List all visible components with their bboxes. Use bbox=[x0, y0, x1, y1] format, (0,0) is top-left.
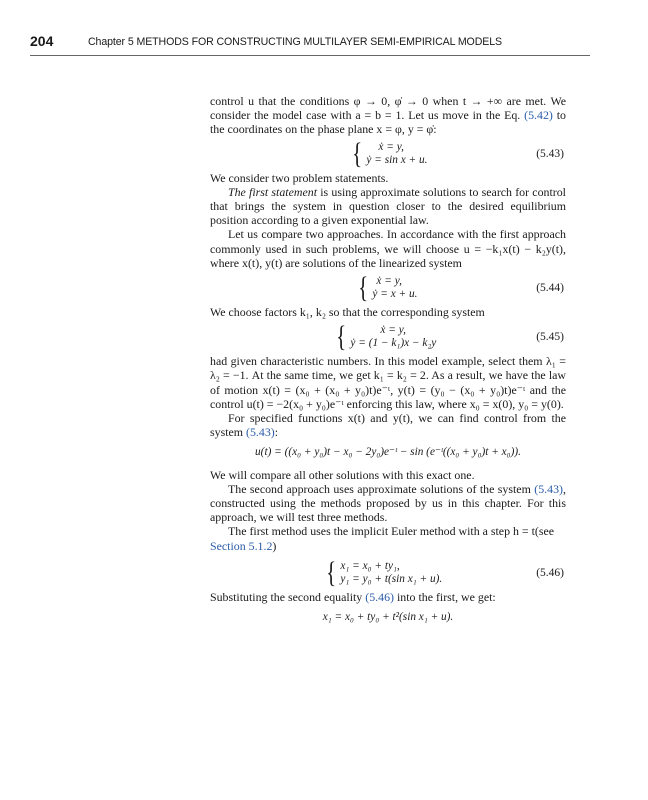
equation-reference-link[interactable]: (5.43) bbox=[246, 425, 275, 440]
equation-reference-link[interactable]: (5.42) bbox=[524, 108, 553, 123]
equation-reference-link[interactable]: (5.46) bbox=[365, 589, 394, 604]
equation-5-43 bbox=[210, 136, 566, 170]
equation-5-45 bbox=[210, 320, 566, 354]
paragraph-text: to the coordinates on the phase plane x = φ, y = φ̇: bbox=[210, 108, 566, 137]
section-reference-link[interactable]: Section 5.1.2 bbox=[210, 538, 273, 553]
equation-number: (5.46) bbox=[536, 566, 564, 579]
left-brace: { bbox=[326, 555, 337, 589]
paragraph-text: The second approach uses approximate solutions of the system bbox=[228, 481, 531, 496]
paragraph bbox=[210, 94, 566, 137]
paragraph-text: For specified functions x(t) and y(t), we can find control from the system bbox=[210, 411, 566, 440]
page-body bbox=[210, 94, 566, 627]
paragraph-text: : bbox=[274, 425, 279, 440]
equation-line: ẋ = y, bbox=[380, 324, 406, 337]
equation-line: y₁ = y₀ + t(sin x₁ + u). bbox=[340, 572, 443, 585]
equation-line: ẏ = (1 − k₁)x − k₂y bbox=[350, 337, 437, 350]
paragraph-text: ) bbox=[272, 538, 277, 553]
equation-reference-link[interactable]: (5.43) bbox=[534, 481, 564, 496]
left-brace: { bbox=[336, 320, 347, 354]
equation-substituted: x₁ = x₀ + ty₀ + t²(sin x₁ + u). bbox=[322, 611, 454, 624]
paragraph-text: , constructed using the methods proposed by us in this chapter. For this approach, we will test three methods. bbox=[210, 481, 566, 525]
paragraph bbox=[210, 590, 566, 604]
equation-number: (5.45) bbox=[536, 331, 564, 344]
paragraph-text: Substituting the second equality bbox=[210, 589, 363, 604]
left-brace: { bbox=[358, 271, 369, 305]
paragraph-text: into the first, we get: bbox=[396, 589, 496, 604]
running-title-chapter: Chapter 5 bbox=[88, 36, 134, 48]
paragraph: We will compare all other solutions with this exact one. bbox=[210, 467, 475, 482]
paragraph-text: control u that the conditions φ → 0, φ̇ → 0 when t → +∞ are met. We consider the model case with a = b = 1. Let us move in the Eq. bbox=[210, 94, 566, 123]
equation-number: (5.43) bbox=[536, 147, 564, 160]
paragraph bbox=[210, 524, 566, 552]
paragraph: had given characteristic numbers. In this model example, select them λ₁ = λ₂ = −1. At the same time, we get k₁ = k₂ = 2. As a result, we have the law of motion x(t) = (x₀ + (x₀ + y₀)t)e⁻ᵗ, y(t) = (y₀ − (x₀ + y₀)t)e⁻ᵗ and the control u(t) = −2(x₀ + y₀)e⁻ᵗ enforcing this law, where x₀ = x(0), y₀ = y(0). bbox=[210, 354, 566, 411]
running-title-text: METHODS FOR CONSTRUCTING MULTILAYER SEMI-EMPIRICAL MODELS bbox=[136, 36, 502, 48]
equation-number: (5.44) bbox=[536, 281, 564, 294]
equation-5-46 bbox=[210, 555, 566, 589]
equation-line: ẏ = x + u. bbox=[372, 288, 418, 301]
equation-line: ẋ = y, bbox=[378, 140, 404, 153]
equation-5-44 bbox=[210, 271, 566, 305]
left-brace: { bbox=[352, 136, 363, 170]
equation-u-exact: u(t) = ((x₀ + y₀)t − x₀ − 2y₀)e⁻ᵗ − sin (e⁻ᵗ((x₀ + y₀)t + x₀)). bbox=[255, 446, 521, 459]
paragraph: Let us compare two approaches. In accordance with the first approach commonly used in such problems, we will choose u = −k₁x(t) − k₂y(t), where x(t), y(t) are solutions of the linearized system bbox=[210, 227, 566, 270]
paragraph bbox=[210, 411, 566, 439]
page-number: 204 bbox=[30, 33, 54, 49]
paragraph-text: The first method uses the implicit Euler method with a step h = t(see bbox=[228, 524, 555, 539]
paragraph: We choose factors k₁, k₂ so that the corresponding system bbox=[210, 305, 485, 320]
running-header bbox=[30, 33, 590, 56]
paragraph: We consider two problem statements. bbox=[210, 170, 389, 185]
equation-line: ẋ = y, bbox=[376, 275, 402, 288]
running-title bbox=[88, 36, 502, 48]
equation-line: ẏ = sin x + u. bbox=[366, 153, 428, 166]
paragraph bbox=[210, 482, 566, 525]
paragraph bbox=[210, 185, 566, 228]
paragraph-text: is using approximate solutions to search for control that brings the system in question closer to the desired equilibrium position according to a given exponential law. bbox=[210, 184, 566, 228]
equation-line: x₁ = x₀ + ty₁, bbox=[340, 559, 400, 572]
emphasis-text: The first statement bbox=[228, 184, 318, 199]
